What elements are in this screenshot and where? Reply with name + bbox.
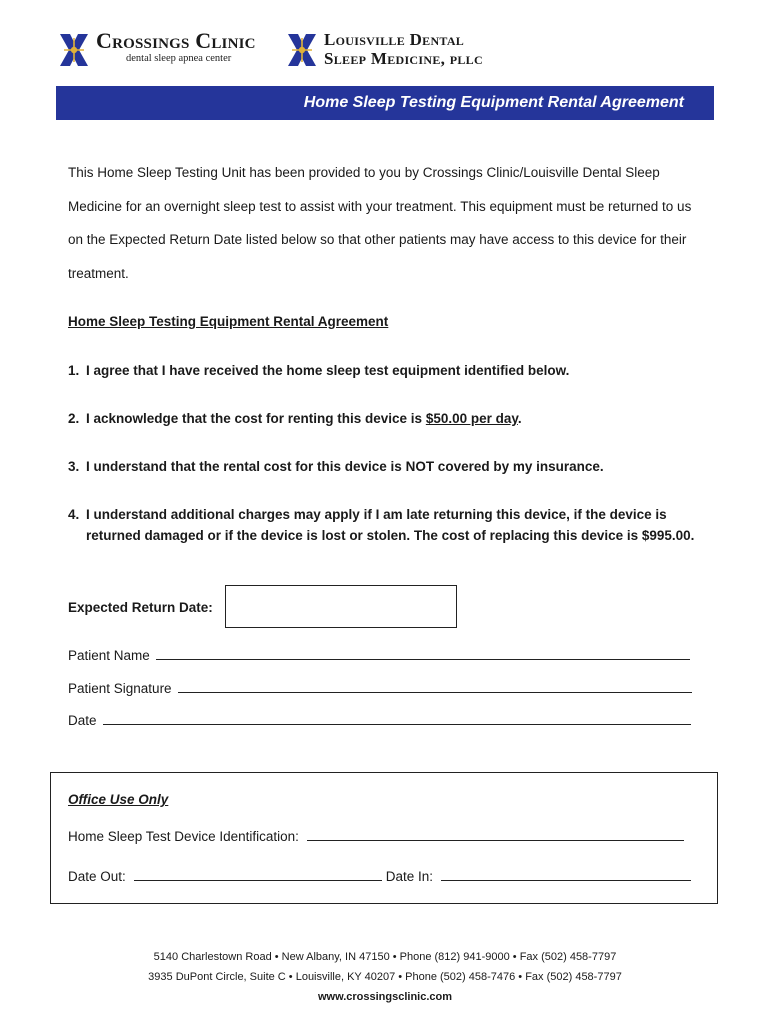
title-banner <box>56 86 714 120</box>
footer-address-1: 5140 Charlestown Road • New Albany, IN 47150 • Phone (812) 941-9000 • Fax (502) 458-7797 <box>153 951 617 963</box>
date-in-label: Date In: <box>385 869 434 884</box>
crossings-clinic-logo <box>56 30 256 70</box>
agreement-heading: Home Sleep Testing Equipment Rental Agreement <box>68 314 389 329</box>
term-text: I agree that I have received the home sleep test equipment identified below. <box>86 363 570 378</box>
date-in-field[interactable] <box>441 879 691 881</box>
expected-return-date-label: Expected Return Date: <box>68 600 213 615</box>
office-use-title: Office Use Only <box>68 792 169 807</box>
term-text <box>86 408 698 429</box>
office-use-box <box>50 772 718 904</box>
footer-address-2: 3935 DuPont Circle, Suite C • Louisville, KY 40207 • Phone (502) 458-7476 • Fax (502) 458-7797 <box>148 971 622 983</box>
date-row <box>68 713 691 728</box>
date-out-label: Date Out: <box>68 869 126 884</box>
date-field[interactable] <box>103 723 691 725</box>
patient-name-field[interactable] <box>156 658 690 660</box>
logo2-line2: Sleep Medicine, pllc <box>324 49 483 68</box>
term-text-part: . <box>517 411 522 426</box>
device-id-field[interactable] <box>307 839 684 841</box>
term-item <box>68 360 698 381</box>
patient-signature-label: Patient Signature <box>68 681 172 696</box>
patient-name-row <box>68 648 690 663</box>
term-number: 2. <box>68 411 80 426</box>
term-number: 4. <box>68 507 80 522</box>
footer-website[interactable]: www.crossingsclinic.com <box>317 991 453 1003</box>
logo-tagline: dental sleep apnea center <box>126 53 232 64</box>
term-text: I understand additional charges may apply if I am late returning this device, if the device is returned damaged or if the device is lost or stolen. The cost of replacing this device is $995.00. <box>86 507 695 543</box>
term-text-part: I acknowledge that the cost for renting this device is <box>86 411 426 426</box>
term-item <box>68 408 698 429</box>
banner-title: Home Sleep Testing Equipment Rental Agreement <box>303 94 684 111</box>
louisville-dental-logo <box>284 30 483 70</box>
rental-price: $50.00 per day <box>425 411 518 426</box>
device-id-label: Home Sleep Test Device Identification: <box>68 829 299 844</box>
device-id-row <box>68 829 684 844</box>
date-label: Date <box>68 713 97 728</box>
date-out-field[interactable] <box>134 879 382 881</box>
logo2-line1: Louisville Dental <box>324 30 465 49</box>
patient-signature-row <box>68 681 692 696</box>
x-cross-icon <box>56 30 92 70</box>
x-cross-icon <box>284 30 320 70</box>
intro-paragraph: This Home Sleep Testing Unit has been provided to you by Crossings Clinic/Louisville Dental Sleep Medicine for an overnight sleep test to assist with your treatment. This equipment must be returned to us on the Expected Return Date listed below so that other patients may have access to this device for their treatment. <box>68 165 692 281</box>
patient-name-label: Patient Name <box>68 648 150 663</box>
term-number: 3. <box>68 459 80 474</box>
term-item <box>68 456 698 477</box>
logo-clinic-name: Crossings Clinic <box>96 28 256 53</box>
expected-return-date-field[interactable] <box>225 585 457 628</box>
term-item <box>68 504 698 546</box>
term-text: I understand that the rental cost for this device is NOT covered by my insurance. <box>86 459 604 474</box>
term-number: 1. <box>68 363 80 378</box>
date-out-in-row <box>68 869 691 884</box>
patient-signature-field[interactable] <box>178 691 692 693</box>
